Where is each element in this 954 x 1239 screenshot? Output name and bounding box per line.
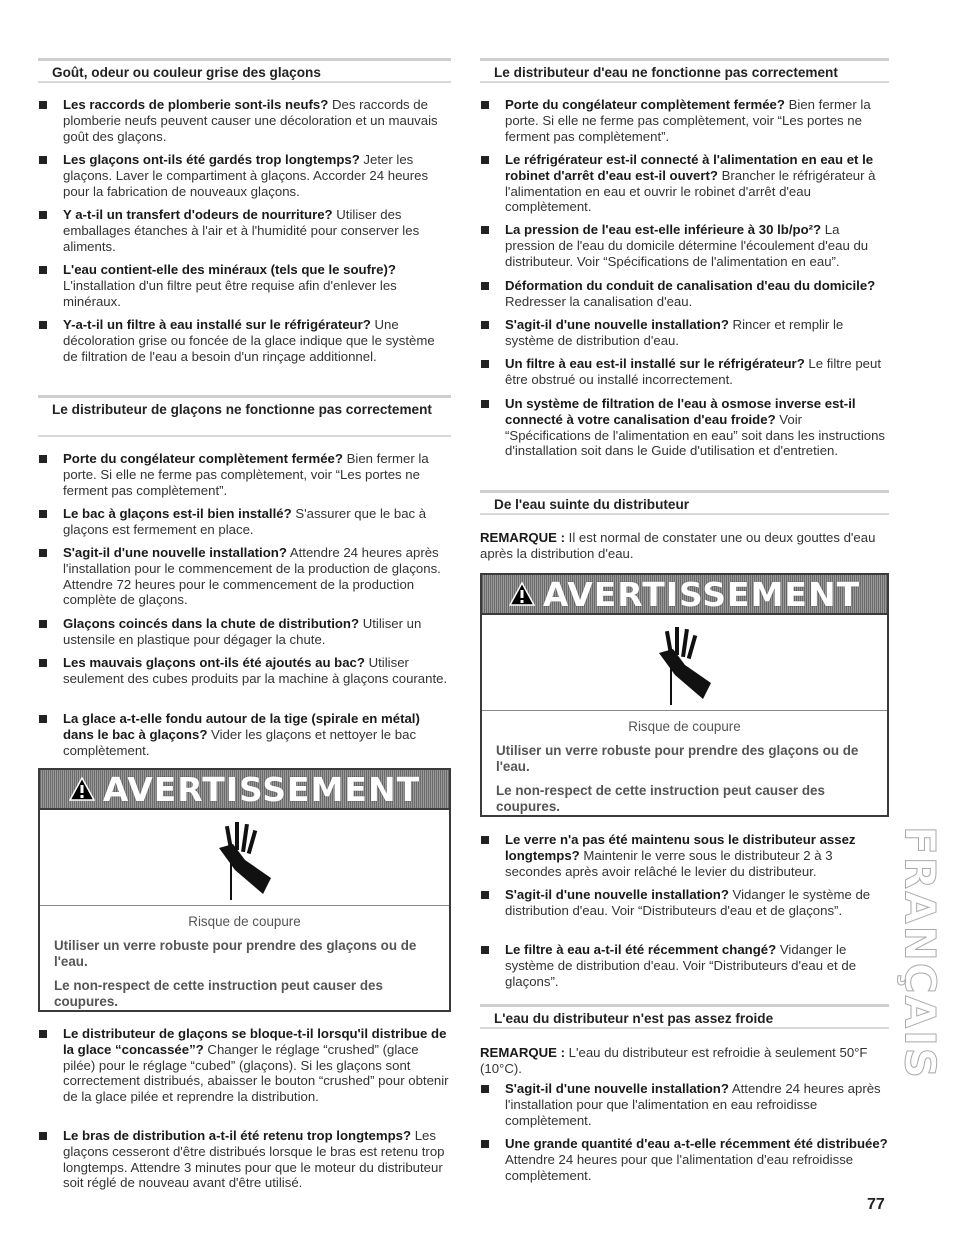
question: Porte du congélateur complètement fermée? <box>505 97 785 112</box>
bullet-icon <box>481 360 489 368</box>
warning-instruction: Utiliser un verre robuste pour prendre des glaçons ou de l'eau. <box>54 938 417 969</box>
cut-hazard-pictogram <box>482 615 887 711</box>
question: S'agit-il d'une nouvelle installation? <box>505 1081 729 1096</box>
list-item <box>480 222 889 269</box>
heading-text: Le distributeur de glaçons ne fonctionne pas correctement <box>52 402 432 417</box>
question: Le réfrigérateur est-il connecté à l'alimentation en eau et le robinet d'arrêt d'eau est-il ouvert? <box>505 152 874 183</box>
bullet-icon <box>481 400 489 408</box>
answer: Le filtre peut être obstrué ou installé incorrectement. <box>505 356 881 387</box>
list-item <box>38 506 451 538</box>
section-heading-water-drip <box>480 490 889 515</box>
warning-instruction: Utiliser un verre robuste pour prendre des glaçons ou de l'eau. <box>496 743 859 774</box>
section-heading-water-dispenser <box>480 58 889 83</box>
list-item <box>38 97 451 144</box>
remark-label: REMARQUE : <box>480 530 565 545</box>
question: Les glaçons ont-ils été gardés trop longtemps? <box>63 152 360 167</box>
question: S'agit-il d'une nouvelle installation? <box>63 545 287 560</box>
question: Glaçons coincés dans la chute de distribution? <box>63 616 360 631</box>
warning-title: AVERTISSEMENT <box>102 769 421 809</box>
language-label: FRANÇAIS <box>895 826 945 1080</box>
bullet-icon <box>481 836 489 844</box>
list-item <box>38 711 451 758</box>
list-item <box>38 545 451 608</box>
answer: Bien fermer la porte. Si elle ne ferme pas complètement, voir “Les portes ne ferment pas complètement”. <box>505 97 871 144</box>
remark-paragraph <box>480 1045 889 1077</box>
bullet-icon <box>481 946 489 954</box>
remark-text: Il est normal de constater une ou deux gouttes d'eau après la distribution d'eau. <box>480 530 876 561</box>
heading-text: De l'eau suinte du distributeur <box>494 497 690 512</box>
bullet-icon <box>39 266 47 274</box>
bullet-icon <box>481 1140 489 1148</box>
list-item <box>38 1128 451 1191</box>
warning-triangle-icon <box>69 777 95 801</box>
list-item <box>38 152 451 199</box>
remark-paragraph <box>480 530 889 562</box>
page-number: 77 <box>867 1196 885 1213</box>
bullet-icon <box>39 101 47 109</box>
question: Les raccords de plomberie sont-ils neufs? <box>63 97 329 112</box>
answer: Vider les glaçons et nettoyer le bac complètement. <box>63 726 417 758</box>
warning-risk: Risque de coupure <box>188 914 301 929</box>
bullet-icon <box>39 211 47 219</box>
question: Les mauvais glaçons ont-ils été ajoutés au bac? <box>63 655 365 670</box>
list-item <box>38 317 451 364</box>
bullet-icon <box>39 1132 47 1140</box>
answer: Attendre 24 heures après l'installation pour que l'alimentation en eau refroidisse complètement. <box>505 1081 881 1128</box>
cut-hazard-pictogram <box>40 810 449 906</box>
bullet-icon <box>39 549 47 557</box>
answer: Attendre 24 heures après l'installation pour le commencement de la production de glaçons. Attendre 72 heures pour le commencement de la production complète de glaçons. <box>63 545 441 608</box>
warning-consequence: Le non-respect de cette instruction peut causer des coupures. <box>54 978 383 1009</box>
warning-title: AVERTISSEMENT <box>542 574 861 614</box>
warning-triangle-icon <box>509 582 535 606</box>
cut-hand-icon <box>205 818 285 902</box>
warning-risk: Risque de coupure <box>628 719 741 734</box>
question: La pression de l'eau est-elle inférieure à 30 lb/po²? <box>505 222 822 237</box>
warning-box <box>38 768 451 1012</box>
list-item <box>38 655 451 687</box>
question: S'agit-il d'une nouvelle installation? <box>505 317 729 332</box>
answer: Utiliser un ustensile en plastique pour dégager la chute. <box>63 616 422 647</box>
list-item <box>38 451 451 498</box>
section-heading-water-not-cold <box>480 1004 889 1029</box>
bullet-icon <box>39 659 47 667</box>
bullet-icon <box>39 321 47 329</box>
bullet-icon <box>481 1085 489 1093</box>
list-item <box>38 262 451 309</box>
list-item <box>38 1026 451 1105</box>
question: L'eau contient-elle des minéraux (tels que le soufre)? <box>63 262 396 277</box>
answer: Vidanger le système de distribution d'eau. Voir “Distributeurs d'eau et de glaçons”. <box>505 887 871 918</box>
answer: Redresser la canalisation d'eau. <box>505 293 693 309</box>
bullet-icon <box>481 891 489 899</box>
bullet-icon <box>481 101 489 109</box>
bullet-icon <box>481 226 489 234</box>
language-side-tab <box>895 826 945 1080</box>
cut-hand-icon <box>645 623 725 707</box>
question: Le verre n'a pas été maintenu sous le distributeur assez longtemps? <box>505 832 856 863</box>
answer: Rincer et remplir le système de distribution d'eau. <box>505 317 844 348</box>
bullet-icon <box>39 510 47 518</box>
list-item <box>480 1136 889 1183</box>
remark-label: REMARQUE : <box>480 1045 565 1060</box>
bullet-icon <box>39 455 47 463</box>
answer: La pression de l'eau du domicile détermine l'écoulement d'eau du distributeur. Voir “Spécifications de l'alimentation en eau”. <box>505 222 869 269</box>
question: Le filtre à eau a-t-il été récemment changé? <box>505 942 777 957</box>
answer: Maintenir le verre sous le distributeur 2 à 3 secondes après avoir relâché le levier du distributeur. <box>505 847 833 879</box>
bullet-icon <box>39 620 47 628</box>
section-heading-ice-taste <box>38 58 451 83</box>
heading-text: Le distributeur d'eau ne fonctionne pas correctement <box>494 65 838 80</box>
section-heading-ice-dispenser <box>38 395 451 437</box>
question: Un système de filtration de l'eau à osmose inverse est-il connecté à votre canalisation d'eau froide? <box>505 396 856 427</box>
question: Y a-t-il un transfert d'odeurs de nourriture? <box>63 207 333 222</box>
list-item <box>480 152 889 215</box>
answer: Bien fermer la porte. Si elle ne ferme pas complètement, voir “Les portes ne ferment pas complètement”. <box>63 451 429 498</box>
question: Une grande quantité d'eau a-t-elle récemment été distribuée? <box>505 1136 888 1151</box>
answer: Vidanger le système de distribution d'eau. Voir “Distributeurs d'eau et de glaçons”. <box>505 942 857 989</box>
answer: Une décoloration grise ou foncée de la glace indique que le système de filtration de l'eau a besoin d'un rinçage additionnel. <box>63 317 435 364</box>
warning-banner <box>482 575 887 615</box>
heading-text: L'eau du distributeur n'est pas assez froide <box>494 1011 774 1026</box>
bullet-icon <box>481 321 489 329</box>
answer: Brancher le réfrigérateur à l'alimentation en eau et ouvrir le robinet d'arrêt d'eau complètement. <box>505 167 876 215</box>
answer: Utiliser seulement des cubes produits par la machine à glaçons courante. <box>63 655 448 686</box>
list-item <box>480 396 889 459</box>
question: Le bac à glaçons est-il bien installé? <box>63 506 292 521</box>
question: La glace a-t-elle fondu autour de la tige (spirale en métal) dans le bac à glaçons? <box>63 711 420 742</box>
bullet-icon <box>39 156 47 164</box>
list-item <box>38 207 451 254</box>
question: S'agit-il d'une nouvelle installation? <box>505 887 729 902</box>
answer: Des raccords de plomberie neufs peuvent causer une décoloration et un mauvais goût des glaçons. <box>63 97 438 144</box>
bullet-icon <box>39 1030 47 1038</box>
question: Le distributeur de glaçons se bloque-t-il lorsqu'il distribue de la glace “concassée”? <box>63 1026 447 1057</box>
question: Déformation du conduit de canalisation d'eau du domicile? <box>505 278 876 293</box>
heading-text: Goût, odeur ou couleur grise des glaçons <box>52 65 321 80</box>
bullet-icon <box>481 156 489 164</box>
warning-banner <box>40 770 449 810</box>
answer: Utiliser des emballages étanches à l'air et à l'humidité pour conserver les aliments. <box>63 207 420 254</box>
answer: Attendre 24 heures pour que l'alimentation d'eau refroidisse complètement. <box>505 1151 854 1183</box>
list-item <box>480 97 889 144</box>
list-item <box>480 356 889 388</box>
list-item <box>480 317 889 349</box>
question: Un filtre à eau est-il installé sur le réfrigérateur? <box>505 356 805 371</box>
answer: Voir “Spécifications de l'alimentation en eau” soit dans les instructions d'installation soit dans le Guide d'utilisation et d'entretien. <box>505 411 886 459</box>
question: Porte du congélateur complètement fermée? <box>63 451 343 466</box>
question: Y-a-t-il un filtre à eau installé sur le réfrigérateur? <box>63 317 371 332</box>
list-item <box>480 1081 889 1128</box>
list-item <box>480 887 889 919</box>
warning-consequence: Le non-respect de cette instruction peut causer des coupures. <box>496 783 825 814</box>
list-item <box>38 616 451 648</box>
list-item <box>480 942 889 989</box>
answer: Les glaçons cesseront d'être distribués lorsque le bras est retenu trop longtemps. Attendre 3 minutes pour que le moteur du distributeur soit réglé de nouveau avant d'être utilisé. <box>63 1128 445 1191</box>
warning-box <box>480 573 889 817</box>
answer: S'assurer que le bac à glaçons est fermement en place. <box>63 506 427 537</box>
bullet-icon <box>481 282 489 290</box>
answer: L'installation d'un filtre peut être requise afin d'enlever les minéraux. <box>63 277 397 309</box>
remark-text: L'eau du distributeur est refroidie à seulement 50°F (10°C). <box>480 1045 868 1076</box>
list-item <box>480 832 889 879</box>
answer: Jeter les glaçons. Laver le compartiment à glaçons. Accorder 24 heures pour la fabrication de nouveaux glaçons. <box>63 152 429 199</box>
answer: Changer le réglage “crushed” (glace pilée) pour le réglage “cubed” (glaçons). Si les glaçons sont correctement distribués, abaisser le bouton “crushed” pour obtenir de la glace pilée et reprendre la distribution. <box>63 1041 449 1105</box>
question: Le bras de distribution a-t-il été retenu trop longtemps? <box>63 1128 412 1143</box>
list-item <box>480 278 889 310</box>
bullet-icon <box>39 715 47 723</box>
